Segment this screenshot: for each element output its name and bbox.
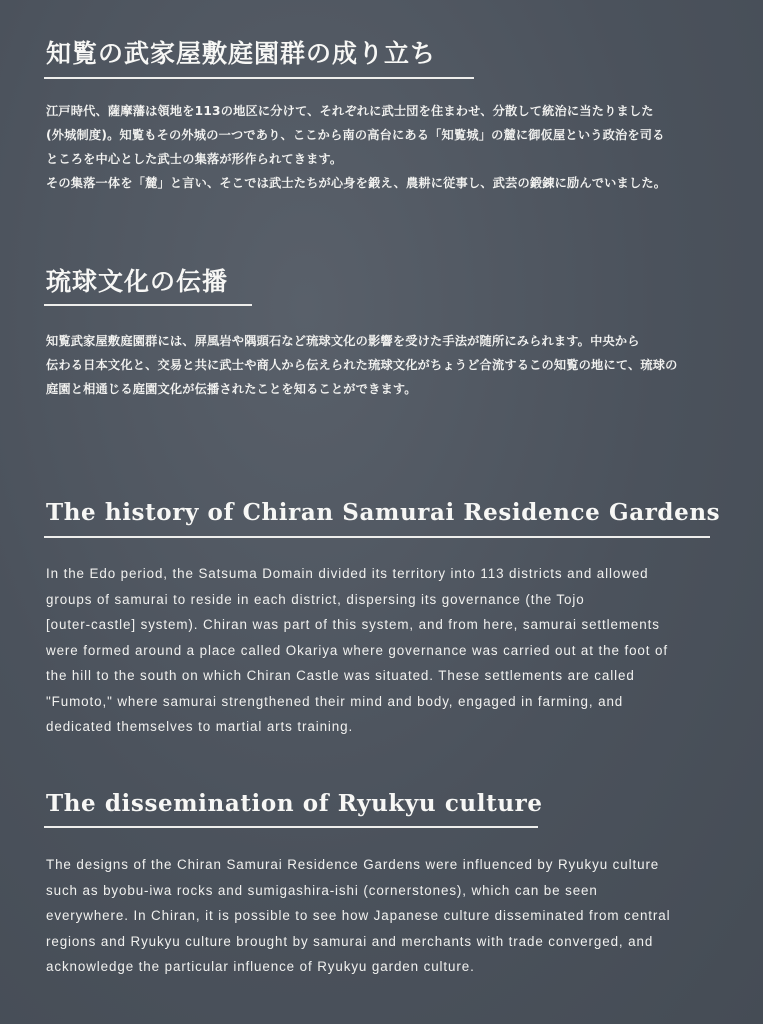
text-line: 伝わる日本文化と、交易と共に武士や商人から伝えられた琉球文化がちょうど合流するこの知覧の地にて、琉球の <box>46 358 678 372</box>
text-line: In the Edo period, the Satsuma Domain divided its territory into 113 districts and allowed <box>46 566 649 581</box>
text-line: ところを中心とした武士の集落が形作られてきます。 <box>46 152 343 166</box>
jp-heading-history: 知覧の武家屋敷庭園群の成り立ち <box>46 39 437 68</box>
text-line: such as byobu-iwa rocks and sumigashira-ishi (cornerstones), which can be seen <box>46 882 598 898</box>
text-line: 知覧武家屋敷庭園群には、屏風岩や隅頭石など琉球文化の影響を受けた手法が随所にみられます。中央から <box>46 334 640 348</box>
text-line: groups of samurai to reside in each district, dispersing its governance (the Tojo <box>46 591 585 607</box>
en-heading-history-underline <box>44 536 710 538</box>
text-line: everywhere. In Chiran, it is possible to see how Japanese culture disseminated from central <box>46 908 671 923</box>
en-heading-ryukyu: The dissemination of Ryukyu culture <box>46 790 543 817</box>
text-line: The designs of the Chiran Samurai Residence Gardens were influenced by Ryukyu culture <box>46 857 660 872</box>
en-paragraph-ryukyu <box>46 852 718 980</box>
jp-paragraph-ryukyu <box>46 329 726 401</box>
text-line: 江戸時代、薩摩藩は領地を113の地区に分けて、それぞれに武士団を住まわせ、分散して統治に当たりました <box>46 104 654 118</box>
text-line: the hill to the south on which Chiran Castle was situated. These settlements are called <box>46 668 635 683</box>
jp-heading-ryukyu-underline <box>44 304 252 306</box>
en-heading-history: The history of Chiran Samurai Residence Gardens <box>46 499 721 526</box>
text-line: その集落一体を「麓」と言い、そこでは武士たちが心身を鍛え、農耕に従事し、武芸の鍛錬に励んでいました。 <box>46 176 667 190</box>
text-line: were formed around a place called Okariya where governance was carried out at the foot of <box>46 642 668 658</box>
en-heading-ryukyu-underline <box>44 826 538 828</box>
text-line: (外城制度)。知覧もその外城の一つであり、ここから南の高台にある「知覧城」の麓に御仮屋という政治を司る <box>46 128 665 142</box>
text-line: [outer-castle] system). Chiran was part of this system, and from here, samurai settlements <box>46 617 660 632</box>
text-line: regions and Ryukyu culture brought by samurai and merchants with trade converged, and <box>46 933 654 949</box>
en-paragraph-history <box>46 561 718 740</box>
text-line: dedicated themselves to martial arts training. <box>46 719 354 734</box>
text-line: 庭園と相通じる庭園文化が伝播されたことを知ることができます。 <box>46 382 417 396</box>
jp-heading-history-underline <box>44 77 474 79</box>
jp-paragraph-history <box>46 99 726 195</box>
jp-heading-ryukyu: 琉球文化の伝播 <box>46 267 229 296</box>
text-line: acknowledge the particular influence of Ryukyu garden culture. <box>46 959 475 974</box>
text-line: "Fumoto," where samurai strengthened their mind and body, engaged in farming, and <box>46 693 624 709</box>
